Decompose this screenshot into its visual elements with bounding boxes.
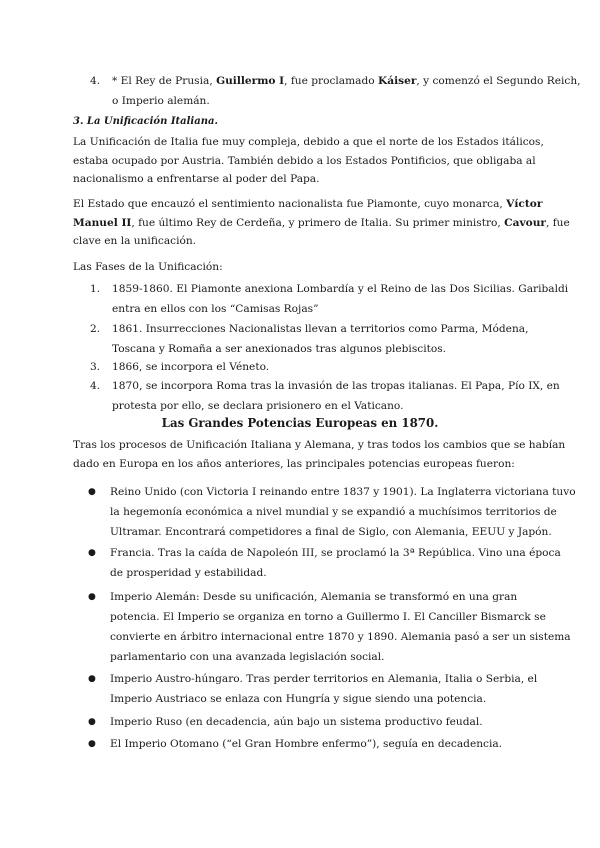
list-number: 3.: [90, 361, 101, 373]
bold-name: Víctor: [506, 198, 543, 210]
text-run: * El Rey de Prusia,: [112, 75, 217, 87]
text-run: , fue último Rey de Cerdeña, y primero de Italia. Su primer ministro,: [131, 216, 505, 229]
paragraph-line: Tras los procesos de Unificación Italiana y Alemana, y tras todos los cambios que se habían: [73, 439, 566, 451]
bullet-icon: ●: [88, 487, 96, 497]
text-run: El Estado que encauzó el sentimiento nacionalista fue Piamonte, cuyo monarca,: [73, 198, 507, 210]
paragraph-line: estaba ocupado por Austria. También debido a los Estados Pontificios, que obligaba al: [73, 154, 536, 167]
text-run: , fue: [545, 216, 570, 229]
bold-name: Guillermo I: [216, 75, 285, 87]
paragraph-line: La Unificación de Italia fue muy compleja, debido a que el norte de los Estados itálicos,: [73, 136, 544, 148]
paragraph: [73, 436, 566, 473]
bold-name: Cavour: [504, 216, 546, 229]
bullet-text: Ultramar. Encontrará competidores a final de Siglo, con Alemania, EEUU y Japón.: [110, 526, 552, 538]
phases-label: Las Fases de la Unificación:: [73, 261, 223, 273]
bullet-text: convierte en árbitro internacional entre 1870 y 1890. Alemania pasó a ser un sistema: [110, 631, 571, 643]
list-item-text: 1866, se incorpora el Véneto.: [112, 361, 270, 373]
bullet-text: Imperio Ruso (en decadencia, aún bajo un sistema productivo feudal.: [110, 716, 483, 728]
text-run: , fue proclamado: [284, 75, 379, 87]
bullet-text: de prosperidad y estabilidad.: [110, 567, 267, 579]
bold-name: Manuel II: [73, 216, 132, 229]
bullet-icon: ●: [88, 717, 96, 727]
list-item-text: 1861. Insurrecciones Nacionalistas llevan a territorios como Parma, Módena,: [112, 323, 529, 335]
paragraph: [73, 195, 570, 251]
bullet-text: potencia. El Imperio se organiza en torno a Guillermo I. El Canciller Bismarck se: [110, 611, 546, 623]
paragraph-line: dado en Europa en los años anteriores, las principales potencias europeas fueron:: [73, 457, 515, 470]
list-item-text: [112, 72, 581, 91]
list-number: 2.: [90, 323, 101, 335]
bold-title: Káiser: [378, 75, 417, 87]
bullet-text: Imperio Alemán: Desde su unificación, Alemania se transformó en una gran: [110, 591, 518, 603]
section-heading: Las Grandes Potencias Europeas en 1870.: [161, 416, 439, 430]
section-title: 3. La Unificación Italiana.: [73, 116, 218, 127]
list-number: 4.: [90, 75, 101, 87]
bullet-text: Imperio Austro-húngaro. Tras perder territorios en Alemania, Italia o Serbia, el: [110, 673, 538, 685]
list-item-text: o Imperio alemán.: [112, 95, 210, 107]
bullet-icon: ●: [88, 674, 96, 684]
list-number: 4.: [90, 380, 101, 392]
text-run: , y comenzó el Segundo Reich,: [416, 75, 581, 87]
bullet-text: El Imperio Otomano (“el Gran Hombre enfermo”), seguía en decadencia.: [110, 738, 503, 750]
list-item-text: protesta por ello, se declara prisionero en el Vaticano.: [112, 400, 404, 412]
list-item-text: 1870, se incorpora Roma tras la invasión de las tropas italianas. El Papa, Pío IX, en: [112, 380, 560, 392]
bullet-text: Imperio Austriaco se enlaza con Hungría y sigue siendo una potencia.: [110, 693, 487, 705]
paragraph-line: [73, 214, 570, 233]
bullet-text: Reino Unido (con Victoria I reinando entre 1837 y 1901). La Inglaterra victoriana tuvo: [110, 486, 576, 498]
bullet-icon: ●: [88, 548, 96, 558]
list-item-text: entra en ellos con los “Camisas Rojas”: [112, 303, 319, 315]
paragraph-line: [73, 195, 543, 214]
paragraph: [73, 133, 544, 189]
bullet-icon: ●: [88, 592, 96, 602]
list-item-text: 1859-1860. El Piamonte anexiona Lombardía y el Reino de las Dos Sicilias. Garibaldi: [112, 283, 569, 295]
paragraph-line: nacionalismo a enfrentarse al poder del Papa.: [73, 173, 320, 186]
list-item-text: Toscana y Romaña a ser anexionados tras algunos plebiscitos.: [112, 343, 447, 355]
list-number: 1.: [90, 283, 101, 295]
bullet-text: parlamentario con una avanzada legislación social.: [110, 651, 385, 663]
bullet-icon: ●: [88, 739, 96, 749]
bullet-text: Francia. Tras la caída de Napoleón III, se proclamó la 3ª República. Vino una época: [110, 547, 561, 559]
paragraph-line: clave en la unificación.: [73, 235, 197, 248]
bullet-text: la hegemonía económica a nivel mundial y se expandió a muchísimos territorios de: [110, 506, 557, 518]
